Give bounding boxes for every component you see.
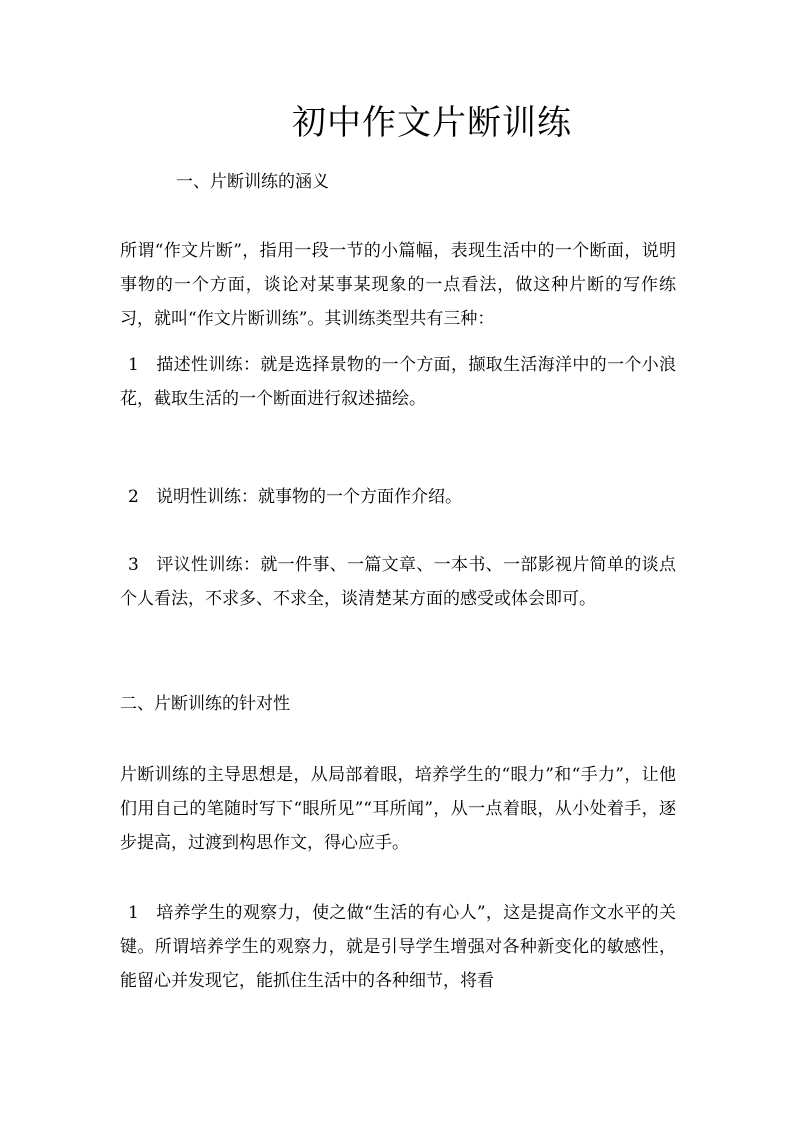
list-item-number: 1 (128, 903, 139, 923)
list-item-number: 1 (128, 355, 139, 375)
list-item-text: 描述性训练：就是选择景物的一个方面，撷取生活海洋中的一个小浪花，截取生活的一个断面进行叙述描绘。 (120, 355, 676, 409)
list-item-descriptive-training (120, 348, 676, 416)
paragraph-targeting-intro: 片断训练的主导思想是，从局部着眼，培养学生的“眼力”和“手力”，让他们用自己的笔随时写下“眼所见”“耳所闻”，从一点着眼，从小处着手，逐步提高，过渡到构思作文，得心应手。 (120, 765, 676, 853)
document-title: 初中作文片断训练 (292, 103, 572, 143)
section-heading-definition: 一、片断训练的涵义 (176, 172, 329, 192)
list-item-text: 说明性训练：就事物的一个方面作介绍。 (156, 487, 462, 507)
section-heading-targeting: 二、片断训练的针对性 (120, 694, 290, 714)
list-item-text: 培养学生的观察力，使之做“生活的有心人”，这是提高作文水平的关键。所谓培养学生的观察力，就是引导学生增强对各种新变化的敏感性，能留心并发现它，能抓住生活中的各种细节，将看 (120, 903, 676, 991)
list-item-expository-training (120, 480, 676, 514)
list-item-number: 2 (128, 487, 139, 507)
list-item-text: 评议性训练：就一件事、一篇文章、一本书、一部影视片简单的谈点个人看法，不求多、不求全，谈清楚某方面的感受或体会即可。 (120, 555, 676, 609)
paragraph-definition-intro: 所谓“作文片断”，指用一段一节的小篇幅，表现生活中的一个断面，说明事物的一个方面，谈论对某事某现象的一点看法，做这种片断的写作练习，就叫“作文片断训练”。其训练类型共有三种： (120, 241, 676, 329)
list-item-number: 3 (128, 555, 139, 575)
list-item-commentary-training (120, 548, 676, 616)
list-item-observation-training (120, 896, 676, 998)
